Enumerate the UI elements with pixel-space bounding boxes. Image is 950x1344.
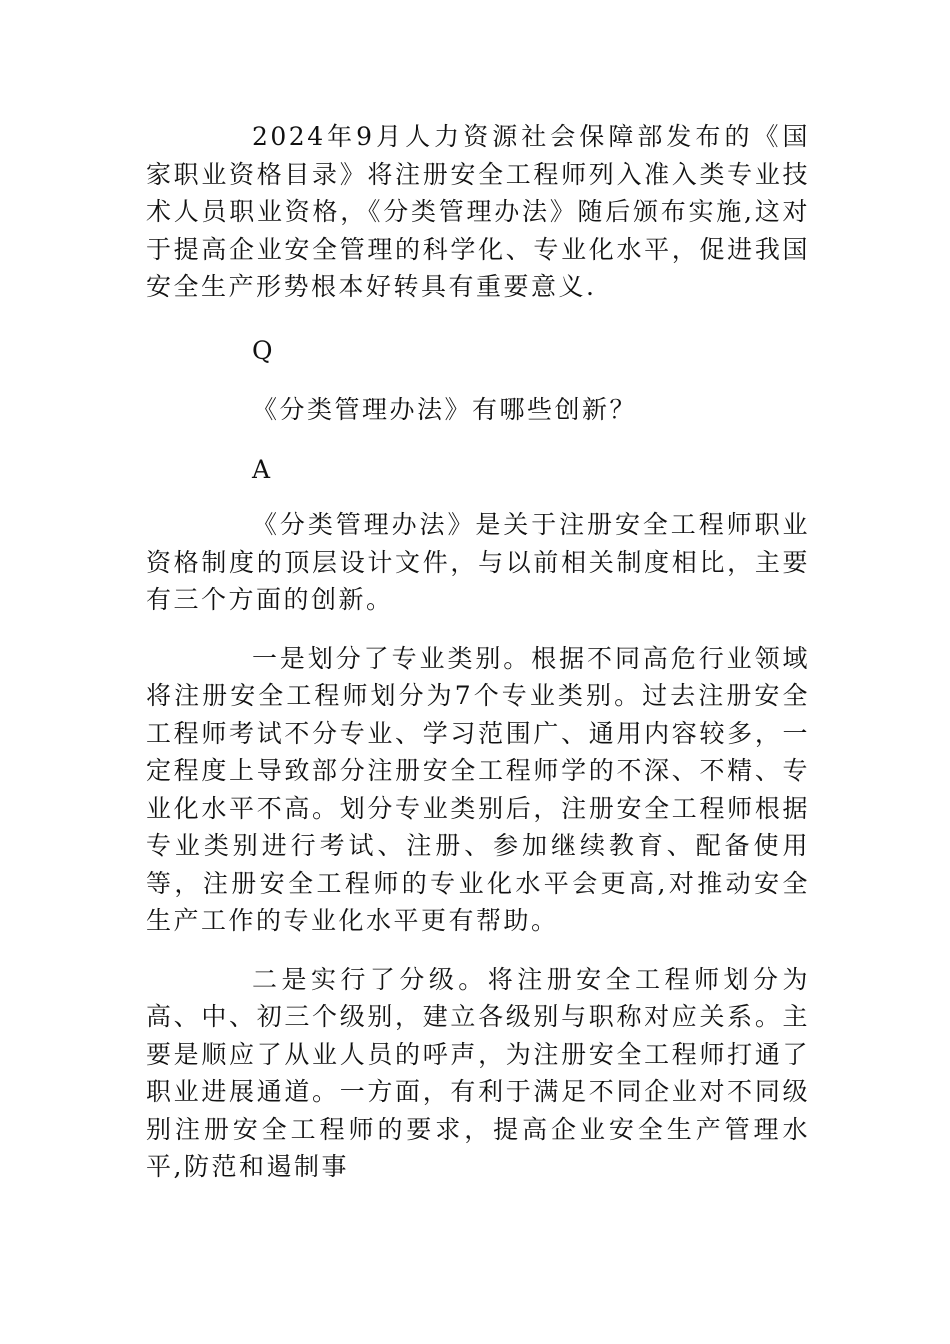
answer-marker: A [252,454,273,484]
question-text: 《分类管理办法》有哪些创新？ [252,395,638,424]
question-marker: Q [252,335,275,365]
document-page [146,118,810,1186]
intro-paragraph: 2024年9月人力资源社会保障部发布的《国家职业资格目录》将注册安全工程师列入准入类专业技术人员职业资格，《分类管理办法》随后颁布实施,这对于提高企业安全管理的科学化、专业化水平，促进我国安全生产形势根本好转具有重要意义. [146,122,810,301]
answer-paragraph-overview: 《分类管理办法》是关于注册安全工程师职业资格制度的顶层设计文件，与以前相关制度相比，主要有三个方面的创新。 [146,510,810,614]
answer-body [146,506,810,1186]
answer-paragraph-categories: 一是划分了专业类别。根据不同高危行业领域将注册安全工程师划分为7个专业类别。过去注册安全工程师考试不分专业、学习范围广、通用内容较多，一定程度上导致部分注册安全工程师学的不深、不精、专业化水平不高。划分专业类别后，注册安全工程师根据专业类别进行考试、注册、参加继续教育、配备使用等，注册安全工程师的专业化水平会更高,对推动安全生产工作的专业化水平更有帮助。 [146,643,810,935]
answer-paragraph-levels: 二是实行了分级。将注册安全工程师划分为高、中、初三个级别，建立各级别与职称对应关系。主要是顺应了从业人员的呼声，为注册安全工程师打通了职业进展通道。一方面，有利于满足不同企业对不同级别注册安全工程师的要求，提高企业安全生产管理水平,防范和遏制事 [146,964,810,1181]
